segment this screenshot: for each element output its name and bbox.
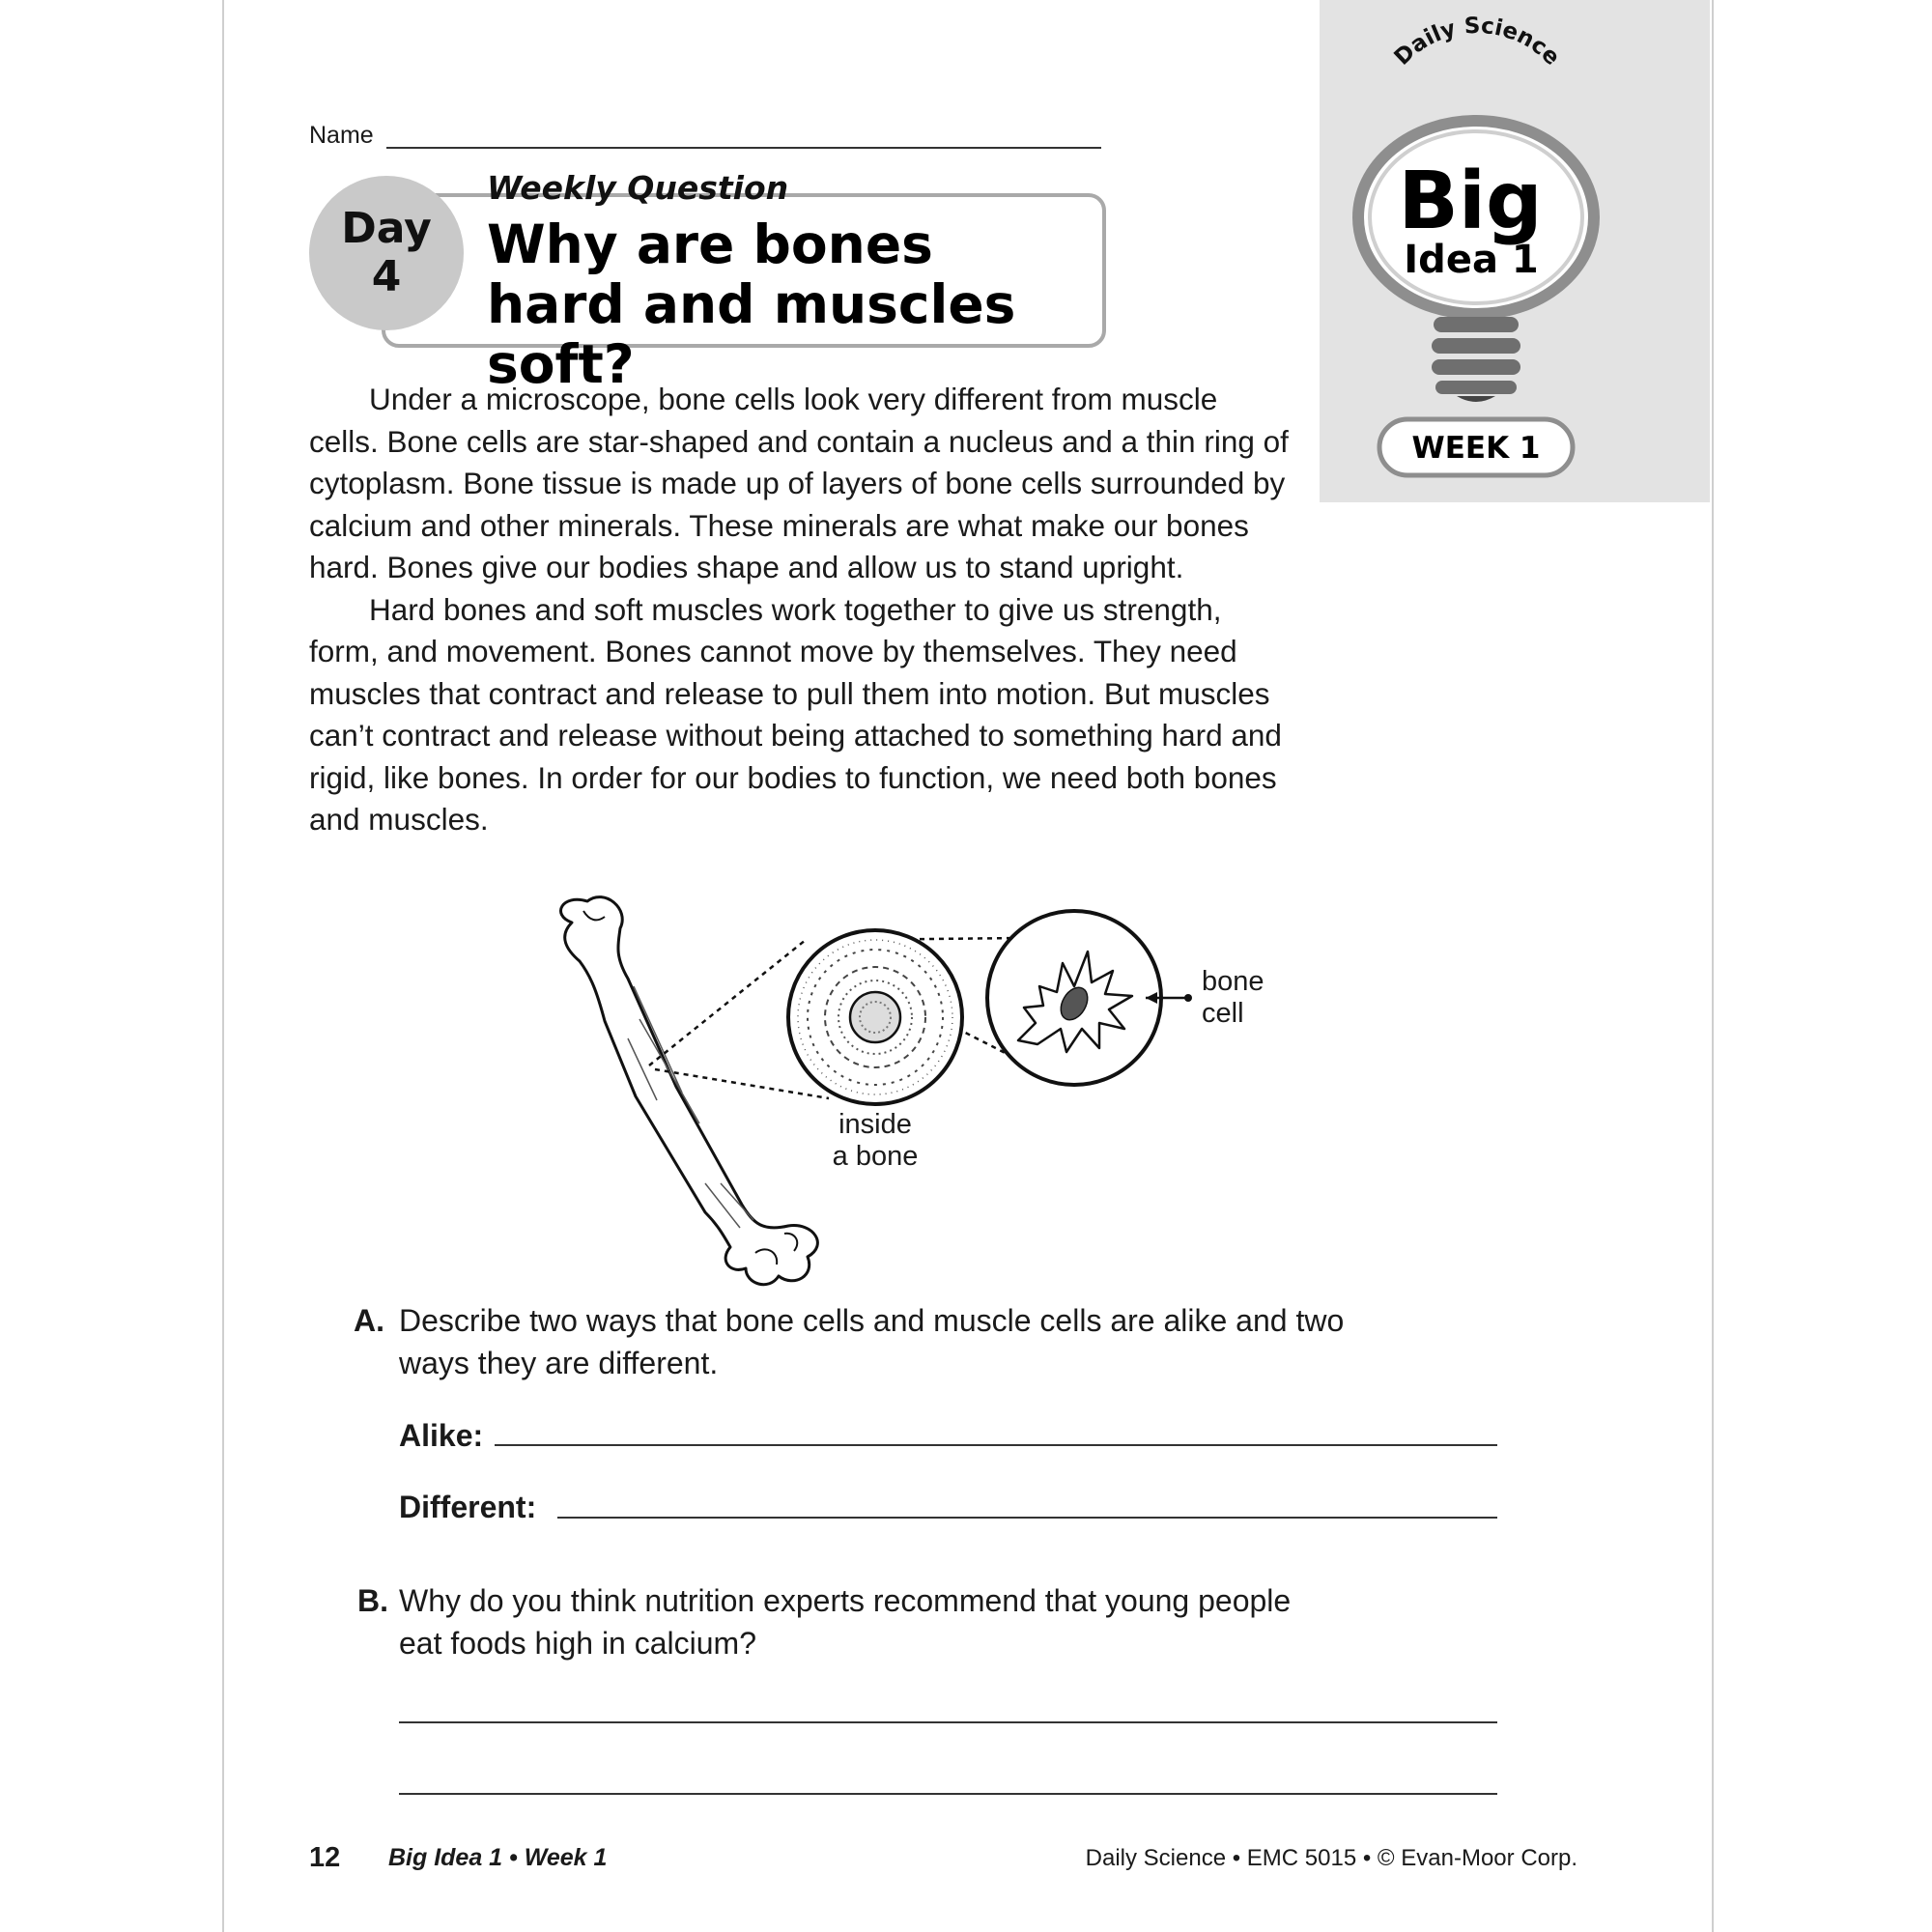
day-label xyxy=(309,205,464,301)
footer-section: Big Idea 1 • Week 1 xyxy=(388,1844,608,1871)
question-a-line-1: Describe two ways that bone cells and muscle cells are alike and two xyxy=(399,1303,1345,1338)
alike-answer-line[interactable] xyxy=(495,1444,1497,1446)
page-number: 12 xyxy=(309,1842,341,1873)
label-inside: inside xyxy=(838,1109,912,1140)
question-a-text xyxy=(399,1299,1462,1384)
question-b-answer-line-2[interactable] xyxy=(399,1793,1497,1795)
day-word: Day xyxy=(341,204,432,253)
passage-paragraph-2: Hard bones and soft muscles work together to give us strength, form, and movement. Bones cannot move by themselves. They need muscles that contract and release to pull them into motion. But muscles can’t contract and release without being attached to something hard and rigid, like bones. In order for our bodies to function, we need both bones and muscles. xyxy=(309,591,1282,837)
question-b-letter: B. xyxy=(357,1583,388,1618)
day-number: 4 xyxy=(371,252,402,301)
bone-cross-section xyxy=(788,930,962,1104)
label-cell: cell xyxy=(1202,998,1244,1029)
reading-passage xyxy=(309,379,1294,841)
question-a-letter: A. xyxy=(354,1303,384,1338)
badge-arc-text: Daily Science xyxy=(1389,13,1565,71)
badge-big: Big xyxy=(1398,156,1543,247)
different-answer-line[interactable] xyxy=(557,1517,1497,1519)
page-title: Why are bones hard and muscles soft? xyxy=(487,213,1016,395)
different-label: Different: xyxy=(399,1490,537,1524)
name-label: Name xyxy=(309,122,374,149)
label-a-bone: a bone xyxy=(832,1141,919,1172)
bone-cell-magnified xyxy=(987,911,1192,1085)
question-b-line-1: Why do you think nutrition experts recommend that young people xyxy=(399,1583,1292,1618)
question-b-text xyxy=(399,1579,1462,1664)
lightbulb-icon xyxy=(1320,0,1710,502)
weekly-question-label: Weekly Question xyxy=(487,169,789,207)
question-a-line-2: ways they are different. xyxy=(399,1346,719,1380)
passage-paragraph-1: Under a microscope, bone cells look very different from muscle cells. Bone cells are star-shaped and contain a nucleus and a thin ring of cytoplasm. Bone tissue is made up of layers of bone cells surrounded by calcium and other minerals. These minerals are what make our bones hard. Bones give our bodies shape and allow us to stand upright. xyxy=(309,382,1289,584)
badge-idea: Idea 1 xyxy=(1404,238,1539,282)
footer-credit: Daily Science • EMC 5015 • © Evan-Moor Corp. xyxy=(1085,1845,1577,1871)
label-bone: bone xyxy=(1202,966,1264,997)
name-answer-line[interactable] xyxy=(386,147,1101,149)
alike-label: Alike: xyxy=(399,1418,484,1453)
badge-week: WEEK 1 xyxy=(1411,431,1541,466)
bone-diagram xyxy=(541,894,1314,1299)
question-b-line-2: eat foods high in calcium? xyxy=(399,1626,756,1661)
question-b-answer-line-1[interactable] xyxy=(399,1721,1497,1723)
